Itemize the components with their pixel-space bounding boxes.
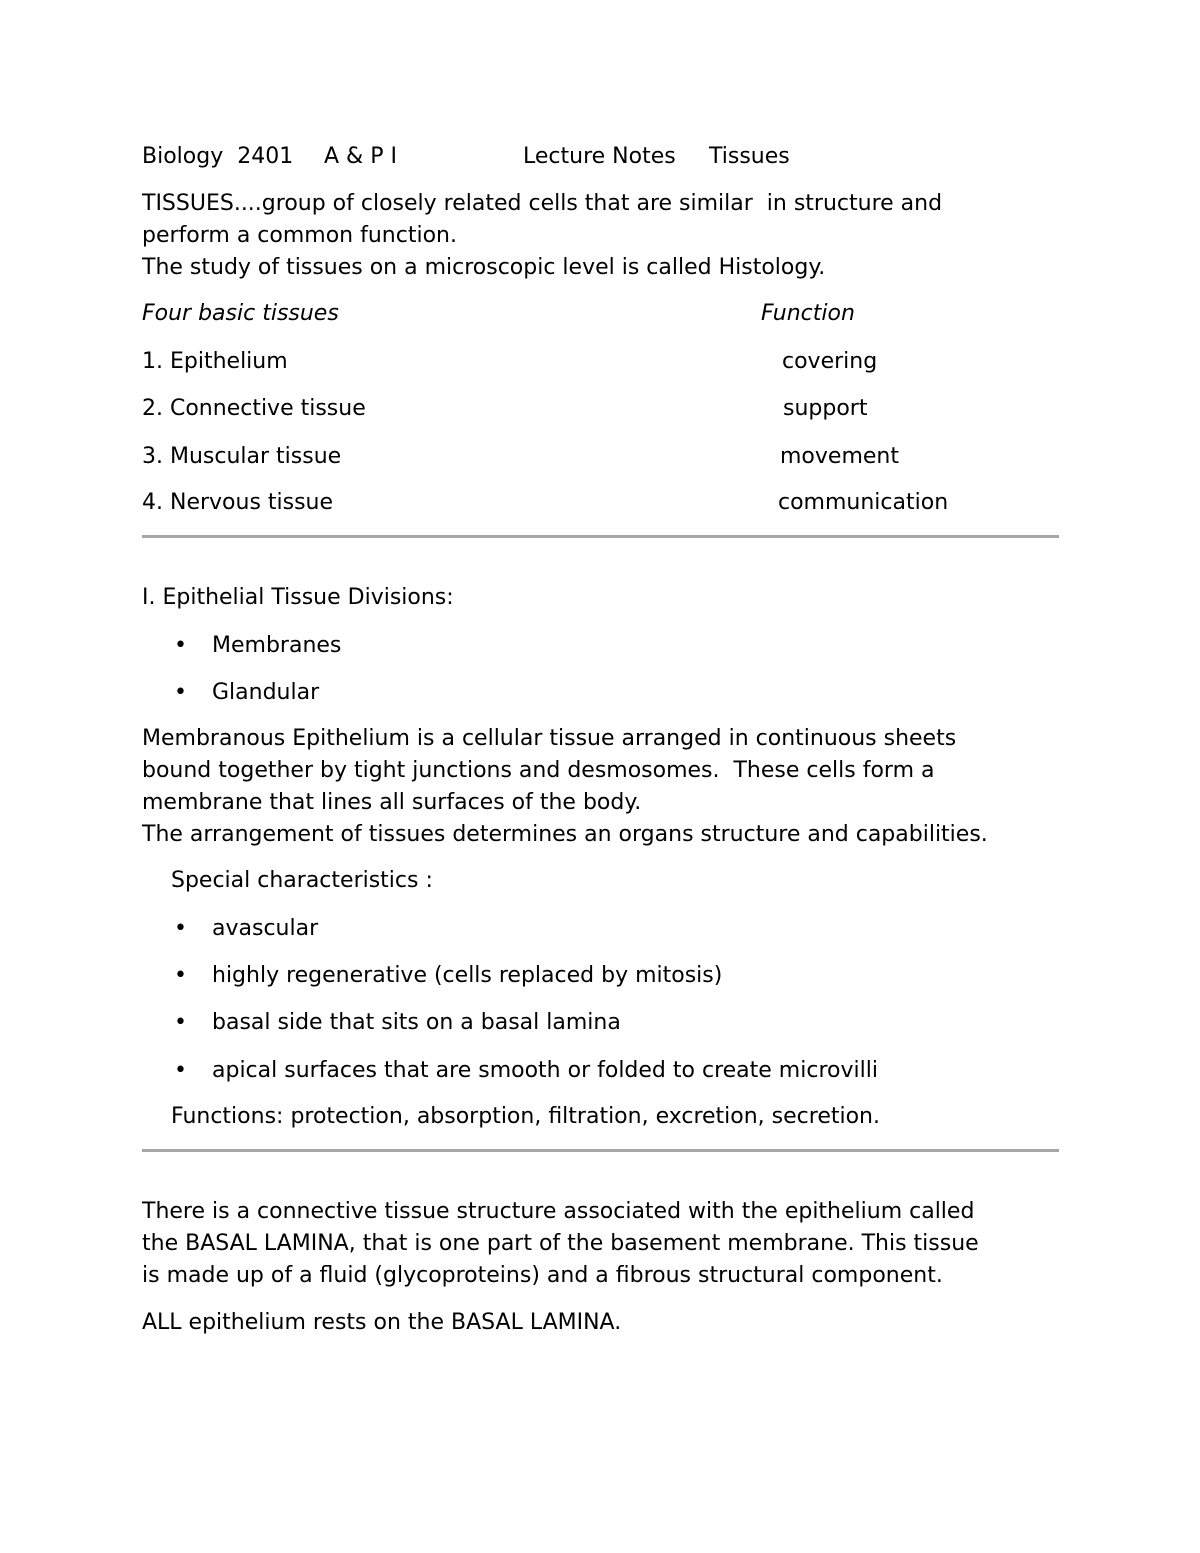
division-item: Glandular bbox=[212, 680, 320, 705]
paragraph-line: bound together by tight junctions and desmosomes. These cells form a bbox=[142, 758, 935, 783]
table-header-function: Function bbox=[761, 301, 855, 326]
tissue-function: movement bbox=[780, 444, 899, 469]
bullet-icon: • bbox=[174, 963, 187, 988]
bullet-icon: • bbox=[174, 1058, 187, 1083]
table-header-tissues: Four basic tissues bbox=[142, 301, 339, 326]
characteristic-item: basal side that sits on a basal lamina bbox=[212, 1010, 621, 1035]
tissue-function: support bbox=[783, 396, 868, 421]
tissue-name: 4. Nervous tissue bbox=[142, 490, 334, 515]
document-type: Lecture Notes bbox=[523, 144, 676, 169]
section-heading: I. Epithelial Tissue Divisions: bbox=[142, 585, 454, 610]
paragraph-line: the BASAL LAMINA, that is one part of the basement membrane. This tissue bbox=[142, 1231, 979, 1256]
functions-line: Functions: protection, absorption, filtration, excretion, secretion. bbox=[171, 1104, 880, 1129]
bullet-icon: • bbox=[174, 1010, 187, 1035]
tissue-function: covering bbox=[782, 349, 878, 374]
characteristic-item: apical surfaces that are smooth or folded to create microvilli bbox=[212, 1058, 878, 1083]
closing-statement: ALL epithelium rests on the BASAL LAMINA. bbox=[142, 1310, 622, 1335]
section-divider bbox=[142, 1149, 1059, 1152]
characteristic-item: highly regenerative (cells replaced by mitosis) bbox=[212, 963, 723, 988]
document-topic: Tissues bbox=[709, 144, 790, 169]
tissue-name: 2. Connective tissue bbox=[142, 396, 366, 421]
tissue-function: communication bbox=[778, 490, 949, 515]
paragraph-line: Membranous Epithelium is a cellular tissue arranged in continuous sheets bbox=[142, 726, 957, 751]
course-title: A & P I bbox=[324, 144, 397, 169]
tissue-name: 1. Epithelium bbox=[142, 349, 288, 374]
section-divider bbox=[142, 535, 1059, 538]
division-item: Membranes bbox=[212, 633, 342, 658]
intro-line: The study of tissues on a microscopic level is called Histology. bbox=[142, 255, 826, 280]
paragraph-line: There is a connective tissue structure associated with the epithelium called bbox=[142, 1199, 975, 1224]
paragraph-line: is made up of a fluid (glycoproteins) and a fibrous structural component. bbox=[142, 1263, 943, 1288]
bullet-icon: • bbox=[174, 633, 187, 658]
characteristic-item: avascular bbox=[212, 916, 319, 941]
paragraph-line: The arrangement of tissues determines an organs structure and capabilities. bbox=[142, 822, 988, 847]
paragraph-line: membrane that lines all surfaces of the body. bbox=[142, 790, 642, 815]
bullet-icon: • bbox=[174, 916, 187, 941]
tissue-name: 3. Muscular tissue bbox=[142, 444, 342, 469]
intro-line: TISSUES....group of closely related cells that are similar in structure and bbox=[142, 191, 943, 216]
course-number: Biology 2401 bbox=[142, 144, 294, 169]
subheading: Special characteristics : bbox=[171, 868, 433, 893]
bullet-icon: • bbox=[174, 680, 187, 705]
intro-line: perform a common function. bbox=[142, 223, 457, 248]
